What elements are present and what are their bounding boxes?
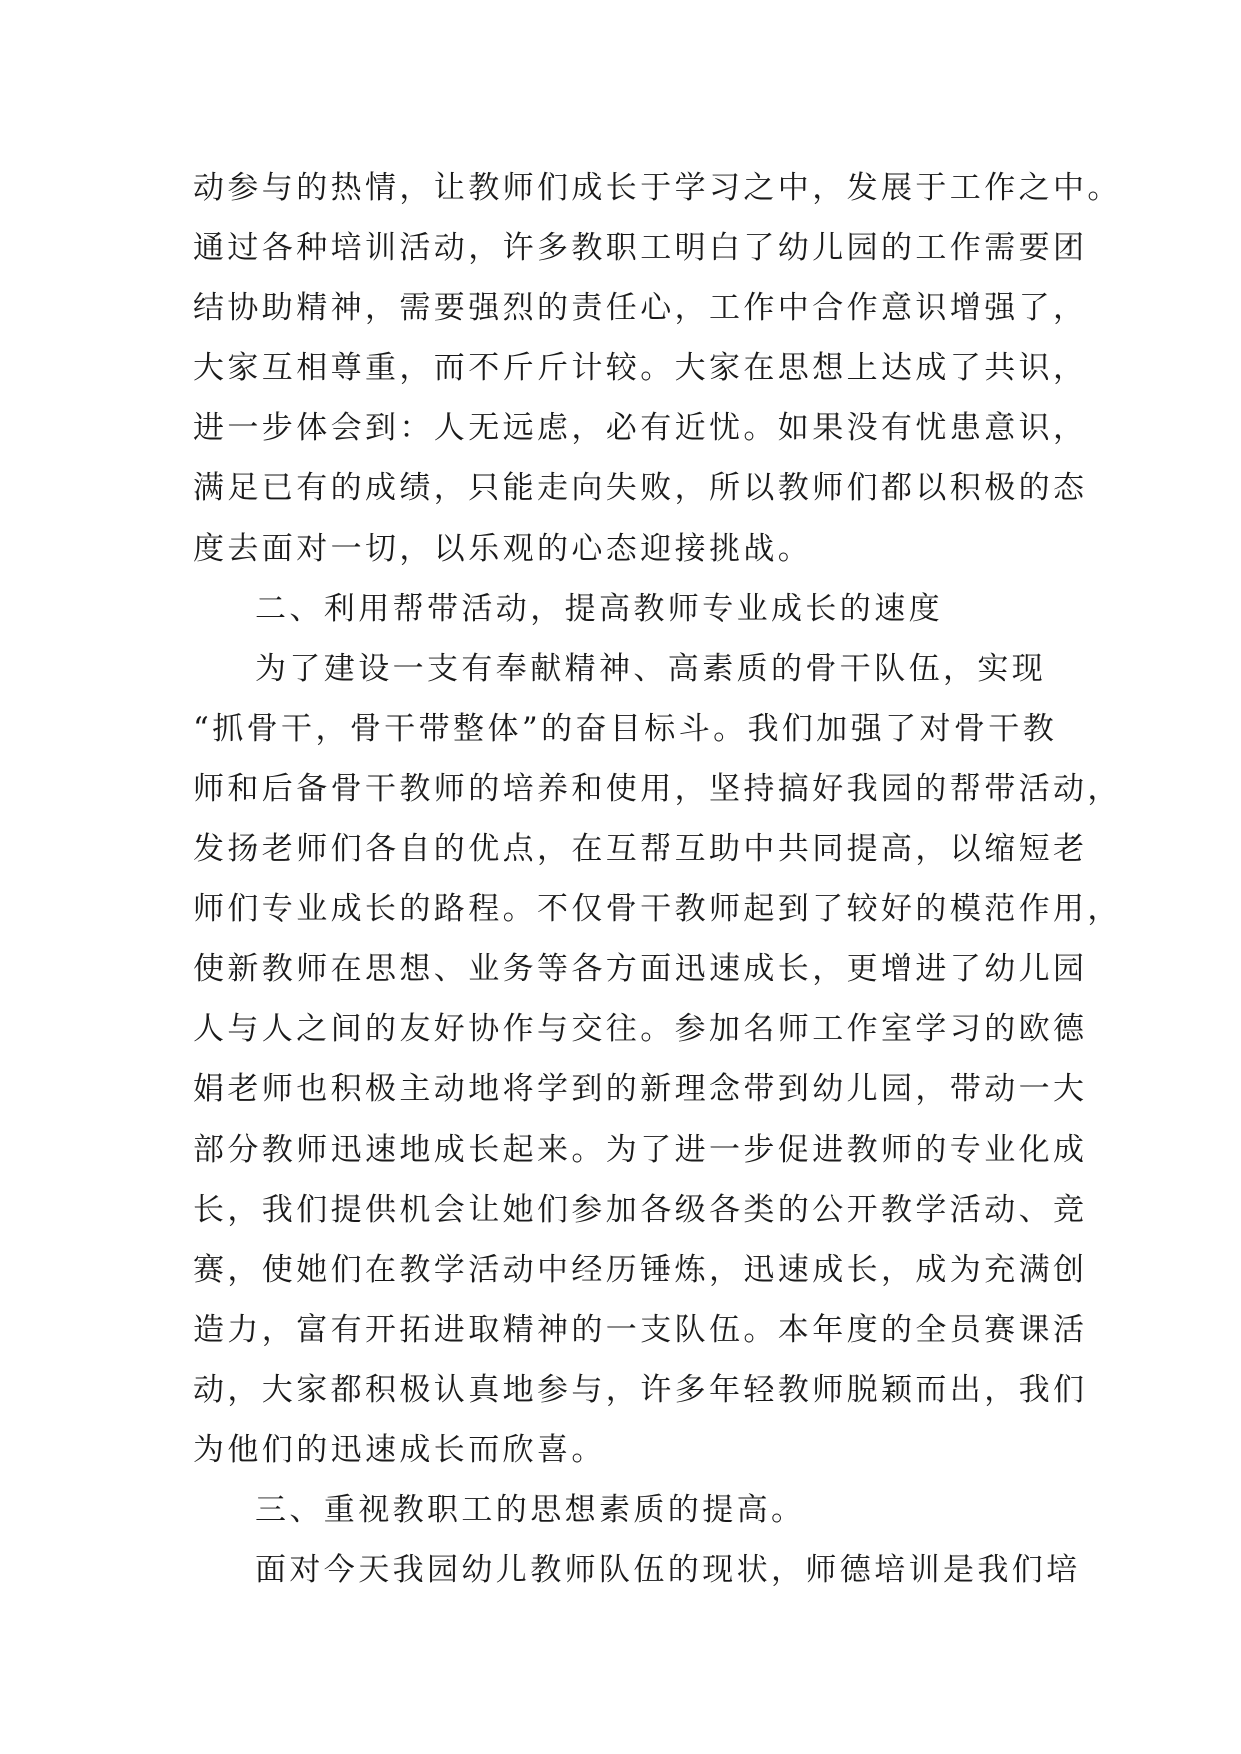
text-line: 部分教师迅速地成长起来。为了进一步促进教师的专业化成 <box>193 1131 1088 1168</box>
text-line: 人与人之间的友好协作与交往。参加名师工作室学习的欧德 <box>193 1011 1088 1048</box>
text-line: 面对今天我园幼儿教师队伍的现状，师德培训是我们培 <box>255 1552 1081 1589</box>
section-heading: 三、重视教职工的思想素质的提高。 <box>255 1492 806 1529</box>
text-line: 进一步体会到：人无远虑，必有近忧。如果没有忧患意识， <box>193 410 1088 447</box>
text-line: 使新教师在思想、业务等各方面迅速成长，更增进了幼儿园 <box>193 951 1088 988</box>
text-line: 为了建设一支有奉献精神、高素质的骨干队伍，实现 <box>255 650 1047 687</box>
text-line: 通过各种培训活动，许多教职工明白了幼儿园的工作需要团 <box>193 230 1088 267</box>
text-line: 大家互相尊重，而不斤斤计较。大家在思想上达成了共识， <box>193 350 1088 387</box>
text-line: 师和后备骨干教师的培养和使用，坚持搞好我园的帮带活动， <box>193 770 1122 807</box>
text-line: 动参与的热情，让教师们成长于学习之中，发展于工作之中。 <box>193 170 1122 206</box>
text-line: 为他们的迅速成长而欣喜。 <box>193 1431 606 1468</box>
body-text <box>193 158 1122 1600</box>
text-line: 发扬老师们各自的优点，在互帮互助中共同提高，以缩短老 <box>193 831 1088 868</box>
text-line: 度去面对一切，以乐观的心态迎接挑战。 <box>193 530 813 567</box>
text-line: 师们专业成长的路程。不仅骨干教师起到了较好的模范作用， <box>193 891 1122 928</box>
text-line: 长，我们提供机会让她们参加各级各类的公开教学活动、竞 <box>193 1191 1088 1228</box>
text-line: 满足已有的成绩，只能走向失败，所以教师们都以积极的态 <box>193 470 1088 507</box>
text-line: 动，大家都积极认真地参与，许多年轻教师脱颖而出，我们 <box>193 1371 1088 1408</box>
text-line: 娟老师也积极主动地将学到的新理念带到幼儿园，带动一大 <box>193 1071 1088 1108</box>
text-line: 赛，使她们在教学活动中经历锤炼，迅速成长，成为充满创 <box>193 1251 1088 1288</box>
text-line: 结协助精神，需要强烈的责任心，工作中合作意识增强了， <box>193 290 1088 327</box>
text-line: “抓骨干，骨干带整体”的奋目标斗。我们加强了对骨干教 <box>193 710 1058 747</box>
text-line: 造力，富有开拓进取精神的一支队伍。本年度的全员赛课活 <box>193 1311 1088 1348</box>
section-heading: 二、利用帮带活动，提高教师专业成长的速度 <box>255 590 943 627</box>
